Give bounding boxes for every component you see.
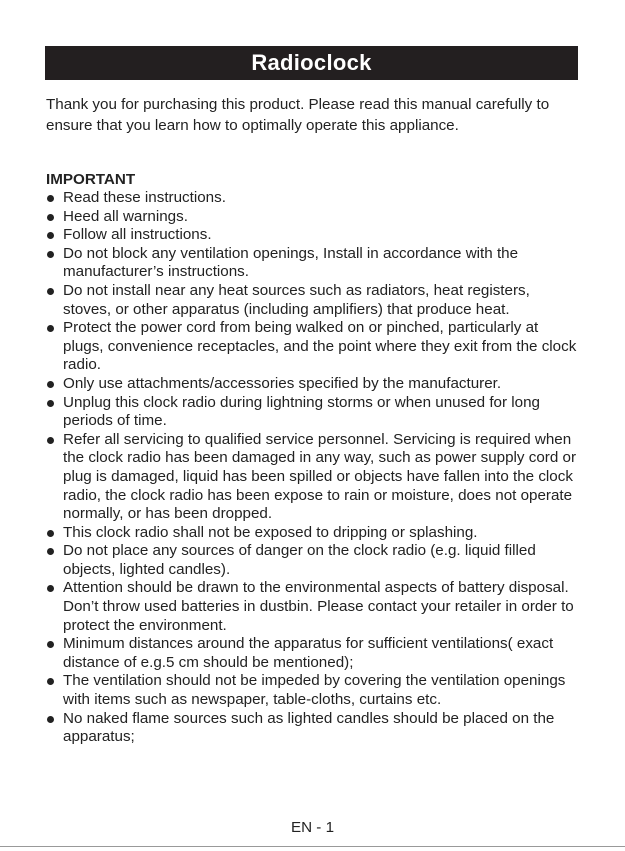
list-item xyxy=(46,672,581,709)
page-bottom-divider xyxy=(0,846,625,847)
list-item-text: Refer all servicing to qualified service personnel. Servicing is required when the clock radio has been damaged in any way, such as power supply cord or plug is damaged, liquid has been spilled or objects have fallen into the clock radio, the clock radio has been expose to rain or moisture, does not operate normally, or has been dropped. xyxy=(63,430,577,523)
bullet-icon xyxy=(47,585,54,592)
title-banner xyxy=(45,46,578,80)
list-item-text: No naked flame sources such as lighted candles should be placed on the apparatus; xyxy=(63,709,555,746)
bullet-icon xyxy=(47,437,54,444)
list-item-text: Attention should be drawn to the environmental aspects of battery disposal. Don’t throw used batteries in dustbin. Please contact your retailer in order to protect the environment. xyxy=(63,579,574,634)
list-item xyxy=(46,542,581,579)
intro-paragraph: Thank you for purchasing this product. Please read this manual carefully to ensure that you learn how to optimally operate this appliance. xyxy=(46,96,550,134)
bullet-icon xyxy=(47,641,54,648)
list-item xyxy=(46,524,581,543)
list-item-text: This clock radio shall not be exposed to dripping or splashing. xyxy=(63,523,478,541)
list-item xyxy=(46,579,581,635)
list-item xyxy=(46,710,581,747)
bullet-icon xyxy=(47,678,54,685)
list-item xyxy=(46,394,581,431)
list-item-text: Minimum distances around the apparatus for sufficient ventilations( exact distance of e.g.5 cm should be mentioned); xyxy=(63,635,554,671)
bullet-icon xyxy=(47,325,54,332)
page-title: Radioclock xyxy=(251,50,372,75)
bullet-icon xyxy=(47,232,54,239)
bullet-icon xyxy=(47,288,54,295)
list-item xyxy=(46,635,581,672)
bullet-icon xyxy=(47,530,54,537)
list-item-text: Only use attachments/accessories specified by the manufacturer. xyxy=(63,374,502,392)
important-heading: IMPORTANT xyxy=(46,171,136,188)
list-item xyxy=(46,282,581,319)
list-item-text: Do not place any sources of danger on the clock radio (e.g. liquid filled objects, lighted candles). xyxy=(63,542,536,578)
list-item xyxy=(46,431,581,524)
list-item xyxy=(46,189,581,208)
list-item xyxy=(46,319,581,375)
list-item xyxy=(46,226,581,245)
list-item xyxy=(46,245,581,282)
list-item-text: The ventilation should not be impeded by covering the ventilation openings with items such as newspaper, table-cloths, curtains etc. xyxy=(63,672,566,709)
list-item-text: Unplug this clock radio during lightning storms or when unused for long periods of time. xyxy=(63,393,540,430)
list-item-text: Protect the power cord from being walked on or pinched, particularly at plugs, convenience receptacles, and the point where they exit from the clock radio. xyxy=(63,319,577,374)
bullet-icon xyxy=(47,548,54,555)
page-number: EN - 1 xyxy=(290,819,335,836)
bullet-icon xyxy=(47,195,54,202)
instructions-list xyxy=(46,189,581,747)
list-item xyxy=(46,375,581,394)
list-item-text: Do not install near any heat sources such as radiators, heat registers, stoves, or other apparatus (including amplifiers) that produce heat. xyxy=(63,281,530,318)
list-item-text: Heed all warnings. xyxy=(63,207,188,225)
list-item-text: Read these instructions. xyxy=(63,189,226,206)
bullet-icon xyxy=(47,214,54,221)
list-item xyxy=(46,208,581,227)
list-item-text: Follow all instructions. xyxy=(63,226,212,244)
bullet-icon xyxy=(47,716,54,723)
bullet-icon xyxy=(47,381,54,388)
bullet-icon xyxy=(47,400,54,407)
list-item-text: Do not block any ventilation openings, Install in accordance with the manufacturer’s instructions. xyxy=(63,244,519,281)
bullet-icon xyxy=(47,251,54,258)
